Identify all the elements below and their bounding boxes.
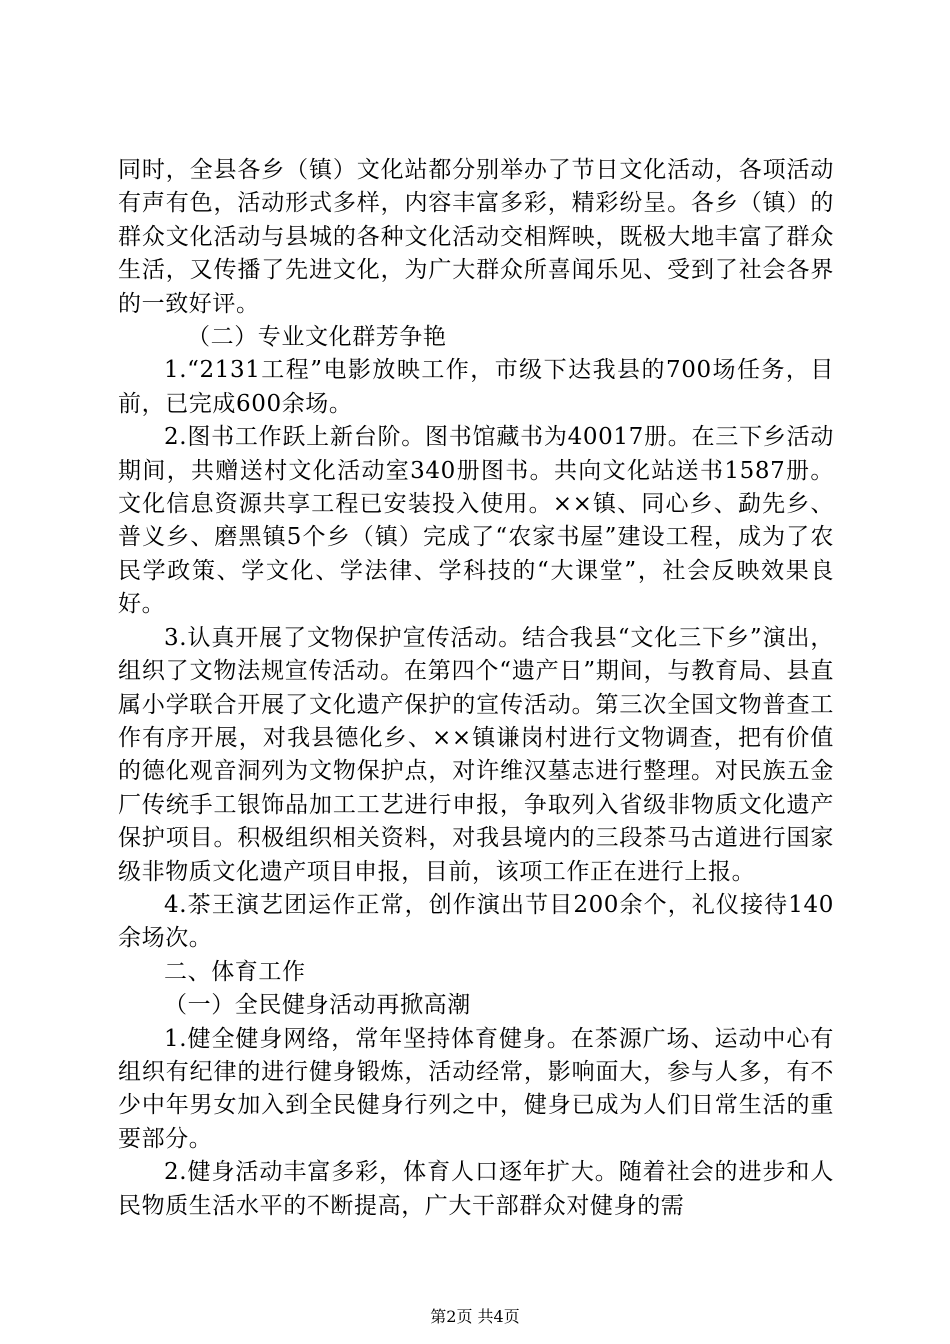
section-heading-fitness-campaign: （一）全民健身活动再掀高潮 bbox=[164, 992, 471, 1019]
paragraph-item-library-work: 2.图书工作跃上新台阶。图书馆藏书为40017册。在三下乡活动期间，共赠送村文化活动室340册图书。共向文化站送书1587册。文化信息资源共享工程已安装投入使用。××镇、同心乡、勐先乡、普义乡、磨黑镇5个乡（镇）完成了“农家书屋”建设工程，成为了农民学政策、学文化、学法律、学科技的“大课堂”，社会反映效果良好。 bbox=[118, 424, 834, 618]
page-number-footer: 第2页 共4页 bbox=[430, 1307, 520, 1326]
paragraph-item-fitness-activities: 2.健身活动丰富多彩，体育人口逐年扩大。随着社会的进步和人民物质生活水平的不断提高，广大干部群众对健身的需 bbox=[118, 1159, 834, 1219]
paragraph-item-film-projection: 1.“2131工程”电影放映工作，市级下达我县的700场任务，目前，已完成600余场。 bbox=[118, 357, 834, 417]
paragraph-continuation: 同时，全县各乡（镇）文化站都分别举办了节日文化活动，各项活动有声有色，活动形式多样，内容丰富多彩，精彩纷呈。各乡（镇）的群众文化活动与县城的各种文化活动交相辉映，既极大地丰富了群众生活，又传播了先进文化，为广大群众所喜闻乐见、受到了社会各界的一致好评。 bbox=[118, 157, 834, 317]
document-body bbox=[118, 154, 834, 1223]
section-heading-professional-culture: （二）专业文化群芳争艳 bbox=[187, 324, 447, 351]
paragraph-item-heritage-protection: 3.认真开展了文物保护宣传活动。结合我县“文化三下乡”演出，组织了文物法规宣传活动。在第四个“遗产日”期间，与教育局、县直属小学联合开展了文化遗产保护的宣传活动。第三次全国文物普查工作有序开展，对我县德化乡、××镇谦岗村进行文物调查，把有价值的德化观音洞列为文物保护点，对许维汉墓志进行整理。对民族五金厂传统手工银饰品加工工艺进行申报，争取列入省级非物质文化遗产保护项目。积极组织相关资料，对我县境内的三段茶马古道进行国家级非物质文化遗产项目申报，目前，该项工作正在进行上报。 bbox=[118, 624, 834, 885]
paragraph-item-performance-troupe: 4.茶王演艺团运作正常，创作演出节目200余个，礼仪接待140余场次。 bbox=[118, 891, 834, 952]
paragraph-item-fitness-network: 1.健全健身网络，常年坚持体育健身。在茶源广场、运动中心有组织有纪律的进行健身锻炼，活动经常，影响面大，参与人多，有不少中年男女加入到全民健身行列之中，健身已成为人们日常生活的重要部分。 bbox=[118, 1025, 834, 1152]
section-heading-sports-work: 二、体育工作 bbox=[164, 958, 306, 985]
